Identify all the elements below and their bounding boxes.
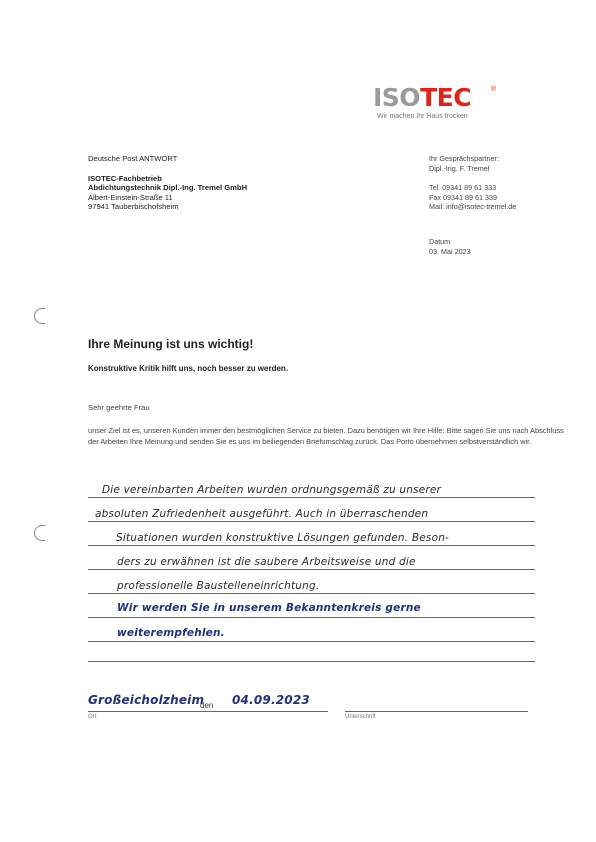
intro-paragraph: unser Ziel ist es, unseren Kunden immer den bestmöglichen Service zu bieten. Dazu benötigen wir Ihre Hilfe: Bitte sagen Sie uns nach Abschluss der Arbeiten Ihre Meinung und senden Sie es uns im beiliegenden Briefumschlag zurück. Das Porto übernehmen selbstverständlich wir. (88, 426, 564, 447)
signature-line-sign (345, 711, 528, 712)
logo-tagline: Wir machen Ihr Haus trocken (377, 113, 468, 120)
punch-hole-mark (34, 525, 45, 541)
handwritten-line-7: weiterempfehlen. (117, 627, 225, 639)
date-value: 03. Mai 2023 (429, 246, 471, 256)
writing-line (88, 497, 535, 498)
handwritten-line-4: ders zu erwähnen ist die saubere Arbeitsweise und die (117, 556, 416, 568)
date-block (429, 237, 471, 256)
den-label: den (200, 701, 214, 710)
page-title: Ihre Meinung ist uns wichtig! (88, 337, 254, 351)
punch-hole-mark (34, 308, 45, 324)
writing-line (88, 617, 535, 618)
recipient-street: Albert-Einstein-Straße 11 (88, 192, 173, 202)
sign-label: Unterschrift (345, 714, 376, 720)
registered-mark: ® (491, 86, 497, 93)
handwritten-line-1: Die vereinbarten Arbeiten wurden ordnungsgemäß zu unserer (102, 484, 442, 496)
handwritten-line-5: professionelle Baustelleneinrichtung. (117, 580, 320, 592)
logo-tec-text: TEC (420, 83, 472, 112)
page-subtitle: Konstruktive Kritik hilft uns, noch besser zu werden. (88, 364, 289, 373)
recipient-line1: ISOTEC-Fachbetrieb (88, 173, 162, 183)
writing-line (88, 661, 535, 662)
contact-block (429, 154, 579, 212)
contact-name: Dipl.-Ing. F. Tremel (429, 163, 490, 173)
signature-date: 04.09.2023 (232, 693, 310, 707)
signature-place: Großeicholzheim (88, 693, 205, 707)
writing-line (88, 545, 535, 546)
writing-line (88, 521, 535, 522)
writing-line (88, 569, 535, 570)
recipient-address (88, 154, 338, 212)
handwritten-line-2: absoluten Zufriedenheit ausgeführt. Auch in überraschenden (95, 508, 429, 520)
recipient-line2: Abdichtungstechnik Dipl.-Ing. Tremel GmbH (88, 183, 248, 193)
handwritten-line-6: Wir werden Sie in unserem Bekanntenkreis gerne (117, 602, 421, 614)
logo-iso-text: ISO (373, 83, 421, 112)
contact-label: Ihr Gesprächspartner: (429, 154, 499, 163)
writing-line (88, 641, 535, 642)
contact-mail: Mail: info@isotec-tremel.de (429, 202, 517, 212)
place-label: Ort (88, 714, 97, 720)
date-label: Datum (429, 237, 451, 246)
isotec-logo (373, 84, 505, 124)
contact-tel: Tel. 09341 89 61 333 (429, 183, 497, 193)
signature-line-place (88, 711, 328, 712)
contact-fax: Fax 09341 89 61 339 (429, 192, 497, 202)
handwritten-line-3: Situationen wurden konstruktive Lösungen gefunden. Beson- (116, 532, 450, 544)
salutation: Sehr geehrte Frau (88, 403, 150, 412)
writing-line (88, 593, 535, 594)
sender-line: Deutsche Post ANTWORT (88, 154, 178, 163)
recipient-city: 97941 Tauberbischofsheim (88, 202, 179, 212)
